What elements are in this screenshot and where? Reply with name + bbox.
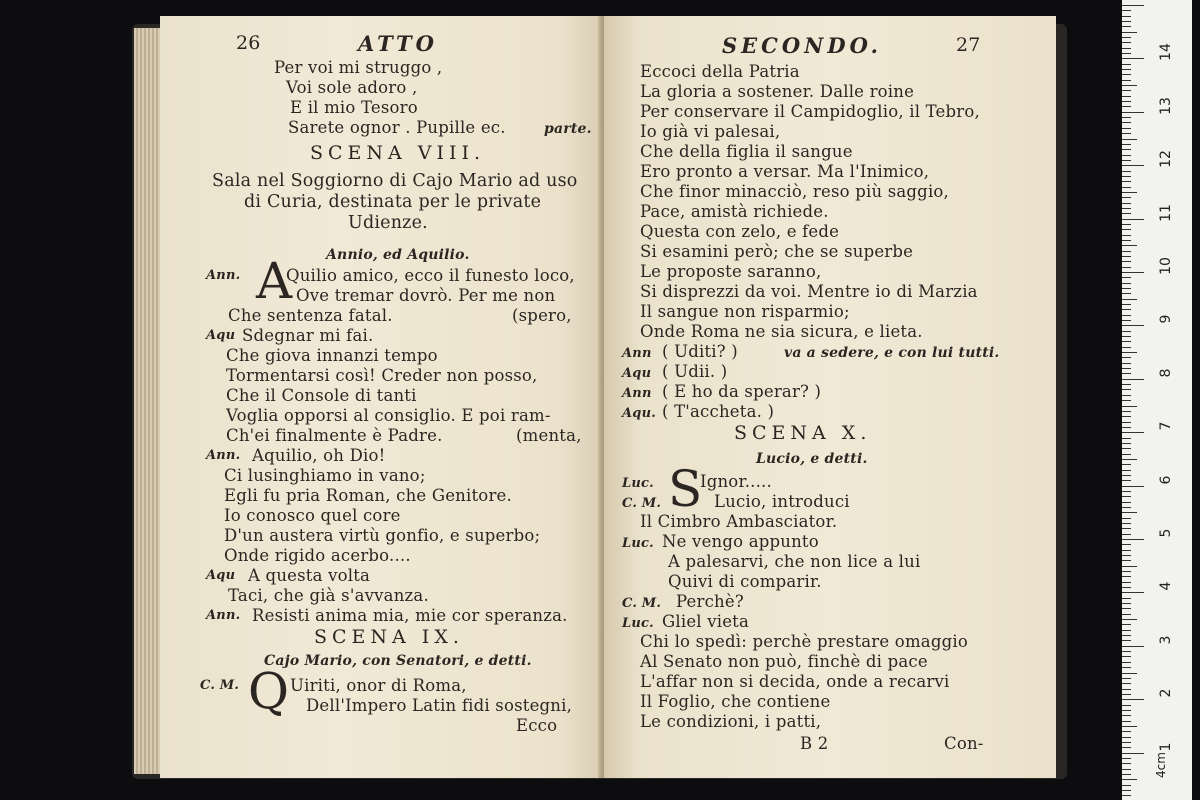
ruler-tick	[1122, 512, 1137, 513]
verse-line: L'affar non si decida, onde a recarvi	[640, 672, 950, 691]
verse-line: Tormentarsi così! Creder non posso,	[226, 366, 538, 385]
verse-line: ( E ho da sperar? )	[662, 382, 822, 401]
ruler-tick	[1122, 656, 1131, 657]
setting-line: di Curia, destinata per le private	[244, 192, 542, 212]
ruler-tick	[1122, 384, 1131, 385]
ruler-tick	[1122, 106, 1131, 107]
verse-line: Il sangue non risparmio;	[640, 302, 850, 321]
ruler-tick	[1122, 459, 1137, 460]
ruler-tick	[1122, 48, 1131, 49]
verse-line: Quivi di comparir.	[668, 572, 822, 591]
ruler-tick	[1122, 272, 1144, 273]
verse-line: Per voi mi struggo ,	[274, 58, 443, 77]
ruler-tick	[1122, 475, 1131, 476]
ruler-tick	[1122, 37, 1131, 38]
ruler-number: 5	[1158, 528, 1174, 538]
catchword: Ecco	[516, 716, 558, 735]
ruler-unit-label: 4cm	[1153, 752, 1168, 778]
verse-line: Resisti anima mia, mie cor speranza.	[252, 606, 568, 625]
ruler-tick	[1122, 689, 1131, 690]
ruler-tick	[1122, 699, 1144, 700]
drop-capital: Q	[248, 662, 289, 720]
ruler-tick	[1122, 721, 1131, 722]
ruler-tick	[1122, 80, 1131, 81]
speaker-label: Ann	[622, 346, 652, 361]
ruler-tick	[1122, 619, 1137, 620]
verse-line: ( Udii. )	[662, 362, 728, 381]
speaker-label: C. M.	[622, 496, 662, 511]
ruler-tick	[1122, 149, 1131, 150]
speaker-label: Ann	[622, 386, 652, 401]
verse-line: Onde Roma ne sia sicura, e lieta.	[640, 322, 923, 341]
verse-line: Dell'Impero Latin fidi sostegni,	[306, 696, 573, 715]
verse-line: (spero,	[512, 306, 572, 325]
ruler-tick	[1122, 667, 1131, 668]
ruler-tick	[1122, 26, 1131, 27]
ruler-tick	[1122, 470, 1131, 471]
ruler-tick	[1122, 427, 1131, 428]
measuring-ruler	[1122, 0, 1192, 800]
ruler-tick	[1122, 315, 1131, 316]
verse-line: Il Foglio, che contiene	[640, 692, 831, 711]
ruler-tick	[1122, 715, 1131, 716]
ruler-tick	[1122, 357, 1131, 358]
drop-capital: A	[256, 252, 293, 310]
verse-line: Si esamini però; che se superbe	[640, 242, 914, 261]
ruler-tick	[1122, 432, 1144, 433]
ruler-tick	[1122, 592, 1144, 593]
ruler-tick	[1122, 566, 1137, 567]
ruler-tick	[1122, 64, 1131, 65]
ruler-tick	[1122, 219, 1144, 220]
ruler-tick	[1122, 603, 1131, 604]
ruler-tick	[1122, 400, 1131, 401]
speaker-label: Ann.	[206, 448, 241, 463]
ruler-tick	[1122, 42, 1131, 43]
ruler-tick	[1122, 240, 1131, 241]
stage-direction: va a sedere, e con lui tutti.	[784, 345, 1000, 361]
verse-line: Lucio, introduci	[714, 492, 850, 511]
ruler-tick	[1122, 10, 1131, 11]
speaker-label: Luc.	[622, 536, 654, 551]
ruler-number: 9	[1158, 314, 1174, 324]
ruler-tick	[1122, 779, 1137, 780]
verse-line: (menta,	[516, 426, 582, 445]
verse-line: Ero pronto a versar. Ma l'Inimico,	[640, 162, 930, 181]
scene-heading: SCENA IX.	[314, 626, 464, 648]
ruler-tick	[1122, 795, 1131, 796]
ruler-tick	[1122, 630, 1131, 631]
ruler-tick	[1122, 144, 1131, 145]
verse-line: Egli fu pria Roman, che Genitore.	[224, 486, 512, 505]
ruler-tick	[1122, 267, 1131, 268]
verse-line: Aquilio, oh Dio!	[252, 446, 386, 465]
verse-line: Le condizioni, i patti,	[640, 712, 822, 731]
ruler-tick	[1122, 133, 1131, 134]
ruler-tick	[1122, 571, 1131, 572]
ruler-tick	[1122, 320, 1131, 321]
ruler-tick	[1122, 550, 1131, 551]
ruler-tick	[1122, 582, 1131, 583]
verse-line: Si disprezzi da voi. Mentre io di Marzia	[640, 282, 978, 301]
verse-line: Gliel vieta	[662, 612, 750, 631]
ruler-tick	[1122, 373, 1131, 374]
ruler-tick	[1122, 534, 1131, 535]
page-number: 26	[236, 32, 261, 54]
ruler-tick	[1122, 187, 1131, 188]
ruler-tick	[1122, 331, 1131, 332]
ruler-tick	[1122, 32, 1137, 33]
ruler-tick	[1122, 523, 1131, 524]
verse-line: Sarete ognor . Pupille ec.	[288, 118, 506, 137]
ruler-tick	[1122, 598, 1131, 599]
ruler-tick	[1122, 774, 1131, 775]
ruler-tick	[1122, 176, 1131, 177]
verse-line: Io già vi palesai,	[640, 122, 781, 141]
ruler-tick	[1122, 90, 1131, 91]
verse-line: Voi sole adoro ,	[286, 78, 418, 97]
verse-line: Al Senato non può, finchè di pace	[640, 652, 928, 671]
ruler-number: 4	[1158, 581, 1174, 591]
catchword: Con-	[944, 734, 984, 753]
ruler-tick	[1122, 662, 1131, 663]
ruler-tick	[1122, 608, 1131, 609]
ruler-tick	[1122, 379, 1144, 380]
ruler-tick	[1122, 283, 1131, 284]
ruler-tick	[1122, 208, 1131, 209]
verse-line: Ove tremar dovrò. Per me non	[296, 286, 556, 305]
ruler-tick	[1122, 74, 1131, 75]
ruler-number: 12	[1158, 150, 1174, 169]
ruler-tick	[1122, 165, 1144, 166]
ruler-tick	[1122, 293, 1131, 294]
ruler-number: 3	[1158, 635, 1174, 645]
ruler-tick	[1122, 753, 1144, 754]
ruler-tick	[1122, 235, 1131, 236]
ruler-tick	[1122, 192, 1137, 193]
verse-line: ( Uditi? )	[662, 342, 738, 361]
ruler-tick	[1122, 705, 1131, 706]
ruler-tick	[1122, 528, 1131, 529]
ruler-tick	[1122, 790, 1131, 791]
verse-line: Sdegnar mi fai.	[242, 326, 374, 345]
ruler-tick	[1122, 5, 1144, 6]
ruler-tick	[1122, 171, 1131, 172]
ruler-number: 2	[1158, 688, 1174, 698]
ruler-tick	[1122, 742, 1131, 743]
verse-line: Uiriti, onor di Roma,	[290, 676, 467, 695]
speaker-label: Luc.	[622, 616, 654, 631]
ruler-number: 8	[1158, 368, 1174, 378]
ruler-tick	[1122, 395, 1131, 396]
speaker-label: Luc.	[622, 476, 654, 491]
ruler-tick	[1122, 229, 1131, 230]
ruler-tick	[1122, 53, 1131, 54]
verse-line: Questa con zelo, e fede	[640, 222, 840, 241]
verse-line: Che giova innanzi tempo	[226, 346, 438, 365]
ruler-tick	[1122, 101, 1131, 102]
ruler-tick	[1122, 122, 1131, 123]
ruler-tick	[1122, 309, 1131, 310]
ruler-tick	[1122, 646, 1144, 647]
ruler-tick	[1122, 406, 1137, 407]
verse-line: Che finor minacciò, reso più saggio,	[640, 182, 950, 201]
ruler-tick	[1122, 785, 1131, 786]
ruler-tick	[1122, 422, 1131, 423]
ruler-number: 11	[1158, 203, 1174, 222]
verse-line: Che il Console di tanti	[226, 386, 417, 405]
ruler-tick	[1122, 203, 1131, 204]
ruler-tick	[1122, 491, 1131, 492]
verse-line: A questa volta	[248, 566, 371, 585]
ruler-tick	[1122, 544, 1131, 545]
ruler-tick	[1122, 480, 1131, 481]
ruler-tick	[1122, 288, 1131, 289]
ruler-tick	[1122, 454, 1131, 455]
right-page	[604, 16, 1056, 778]
verse-line: Voglia opporsi al consiglio. E poi ram-	[226, 406, 551, 425]
ruler-number: 6	[1158, 475, 1174, 485]
speaker-label: Ann.	[206, 608, 241, 623]
verse-line: Ne vengo appunto	[662, 532, 819, 551]
ruler-tick	[1122, 448, 1131, 449]
ruler-tick	[1122, 758, 1131, 759]
verse-line: Pace, amistà richiede.	[640, 202, 829, 221]
scene-heading: SCENA VIII.	[310, 142, 486, 164]
verse-line: ( T'accheta. )	[662, 402, 775, 421]
ruler-tick	[1122, 304, 1131, 305]
verse-line: Eccoci della Patria	[640, 62, 800, 81]
ruler-tick	[1122, 438, 1131, 439]
ruler-tick	[1122, 726, 1137, 727]
ruler-tick	[1122, 181, 1131, 182]
ruler-tick	[1122, 673, 1137, 674]
ruler-tick	[1122, 587, 1131, 588]
ruler-tick	[1122, 635, 1131, 636]
speaker-label: C. M.	[622, 596, 662, 611]
ruler-tick	[1122, 651, 1131, 652]
ruler-tick	[1122, 640, 1131, 641]
stage-direction: parte.	[544, 121, 592, 137]
ruler-tick	[1122, 112, 1144, 113]
page-number: 27	[956, 34, 981, 56]
verse-line: Perchè?	[676, 592, 744, 611]
ruler-tick	[1122, 224, 1131, 225]
ruler-tick	[1122, 325, 1144, 326]
verse-line: Io conosco quel core	[224, 506, 401, 525]
ruler-tick	[1122, 16, 1131, 17]
ruler-tick	[1122, 411, 1131, 412]
ruler-tick	[1122, 245, 1137, 246]
speaker-label: Aqu	[622, 366, 652, 381]
ruler-tick	[1122, 678, 1131, 679]
ruler-tick	[1122, 502, 1131, 503]
speaker-label: Ann.	[206, 268, 241, 283]
ruler-tick	[1122, 694, 1131, 695]
ruler-tick	[1122, 624, 1131, 625]
ruler-tick	[1122, 117, 1131, 118]
ruler-tick	[1122, 85, 1137, 86]
verse-line: La gloria a sostener. Dalle roine	[640, 82, 915, 101]
verse-line: Che della figlia il sangue	[640, 142, 853, 161]
ruler-tick	[1122, 261, 1131, 262]
ruler-tick	[1122, 160, 1131, 161]
ruler-tick	[1122, 251, 1131, 252]
running-head: SECONDO.	[722, 33, 882, 58]
ruler-tick	[1122, 69, 1131, 70]
ruler-tick	[1122, 496, 1131, 497]
ruler-tick	[1122, 443, 1131, 444]
ruler-tick	[1122, 139, 1137, 140]
verse-line: Quilio amico, ecco il funesto loco,	[286, 266, 575, 285]
characters-line: Cajo Mario, con Senatori, e detti.	[264, 653, 532, 669]
verse-line: Ci lusinghiamo in vano;	[224, 466, 426, 485]
ruler-tick	[1122, 539, 1144, 540]
ruler-tick	[1122, 389, 1131, 390]
ruler-tick	[1122, 128, 1131, 129]
speaker-label: Aqu	[206, 568, 236, 583]
ruler-tick	[1122, 21, 1131, 22]
ruler-tick	[1122, 731, 1131, 732]
ruler-tick	[1122, 763, 1131, 764]
ruler-tick	[1122, 58, 1144, 59]
ruler-tick	[1122, 683, 1131, 684]
ruler-tick	[1122, 710, 1131, 711]
ruler-tick	[1122, 769, 1131, 770]
ruler-tick	[1122, 352, 1137, 353]
ruler-tick	[1122, 576, 1131, 577]
ruler-tick	[1122, 486, 1144, 487]
verse-line: Ignor.....	[700, 472, 772, 491]
ruler-tick	[1122, 96, 1131, 97]
running-head: ATTO	[358, 31, 438, 56]
verse-line: E il mio Tesoro	[290, 98, 418, 117]
verse-line: Il Cimbro Ambasciator.	[640, 512, 838, 531]
ruler-tick	[1122, 614, 1131, 615]
ruler-tick	[1122, 747, 1131, 748]
ruler-tick	[1122, 347, 1131, 348]
speaker-label: Aqu	[206, 328, 236, 343]
speaker-label: C. M.	[200, 678, 240, 693]
ruler-number: 10	[1158, 257, 1174, 275]
ruler-tick	[1122, 368, 1131, 369]
characters-line: Annio, ed Aquilio.	[326, 247, 470, 263]
verse-line: Ch'ei finalmente è Padre.	[226, 426, 443, 445]
ruler-tick	[1122, 507, 1131, 508]
ruler-tick	[1122, 555, 1131, 556]
scene-heading: SCENA X.	[734, 422, 872, 444]
ruler-tick	[1122, 416, 1131, 417]
ruler-tick	[1122, 213, 1131, 214]
ruler-number: 7	[1158, 421, 1174, 431]
verse-line: Che sentenza fatal.	[228, 306, 393, 325]
ruler-tick	[1122, 197, 1131, 198]
ruler-tick	[1122, 341, 1131, 342]
verse-line: Onde rigido acerbo....	[224, 546, 411, 565]
ruler-tick	[1122, 363, 1131, 364]
ruler-tick	[1122, 299, 1137, 300]
characters-line: Lucio, e detti.	[756, 451, 868, 467]
drop-capital: S	[668, 460, 703, 518]
ruler-tick	[1122, 518, 1131, 519]
ruler-tick	[1122, 155, 1131, 156]
ruler-number: 14	[1158, 43, 1174, 62]
setting-line: Sala nel Soggiorno di Cajo Mario ad uso	[212, 171, 578, 191]
ruler-tick	[1122, 256, 1131, 257]
verse-line: Taci, che già s'avvanza.	[228, 586, 429, 605]
verse-line: Per conservare il Campidoglio, il Tebro,	[640, 102, 980, 121]
setting-line: Udienze.	[348, 213, 428, 233]
verse-line: Chi lo spedì: perchè prestare omaggio	[640, 632, 968, 651]
ruler-number: 13	[1158, 96, 1174, 115]
ruler-tick	[1122, 464, 1131, 465]
verse-line: A palesarvi, che non lice a lui	[668, 552, 921, 571]
verse-line: Le proposte saranno,	[640, 262, 822, 281]
signature-mark: B 2	[800, 734, 829, 753]
ruler-tick	[1122, 336, 1131, 337]
speaker-label: Aqu.	[622, 406, 656, 421]
verse-line: D'un austera virtù gonfio, e superbo;	[224, 526, 541, 545]
ruler-tick	[1122, 277, 1131, 278]
ruler-tick	[1122, 737, 1131, 738]
ruler-tick	[1122, 560, 1131, 561]
ruler-number: 1	[1158, 742, 1174, 752]
left-page	[160, 16, 602, 778]
